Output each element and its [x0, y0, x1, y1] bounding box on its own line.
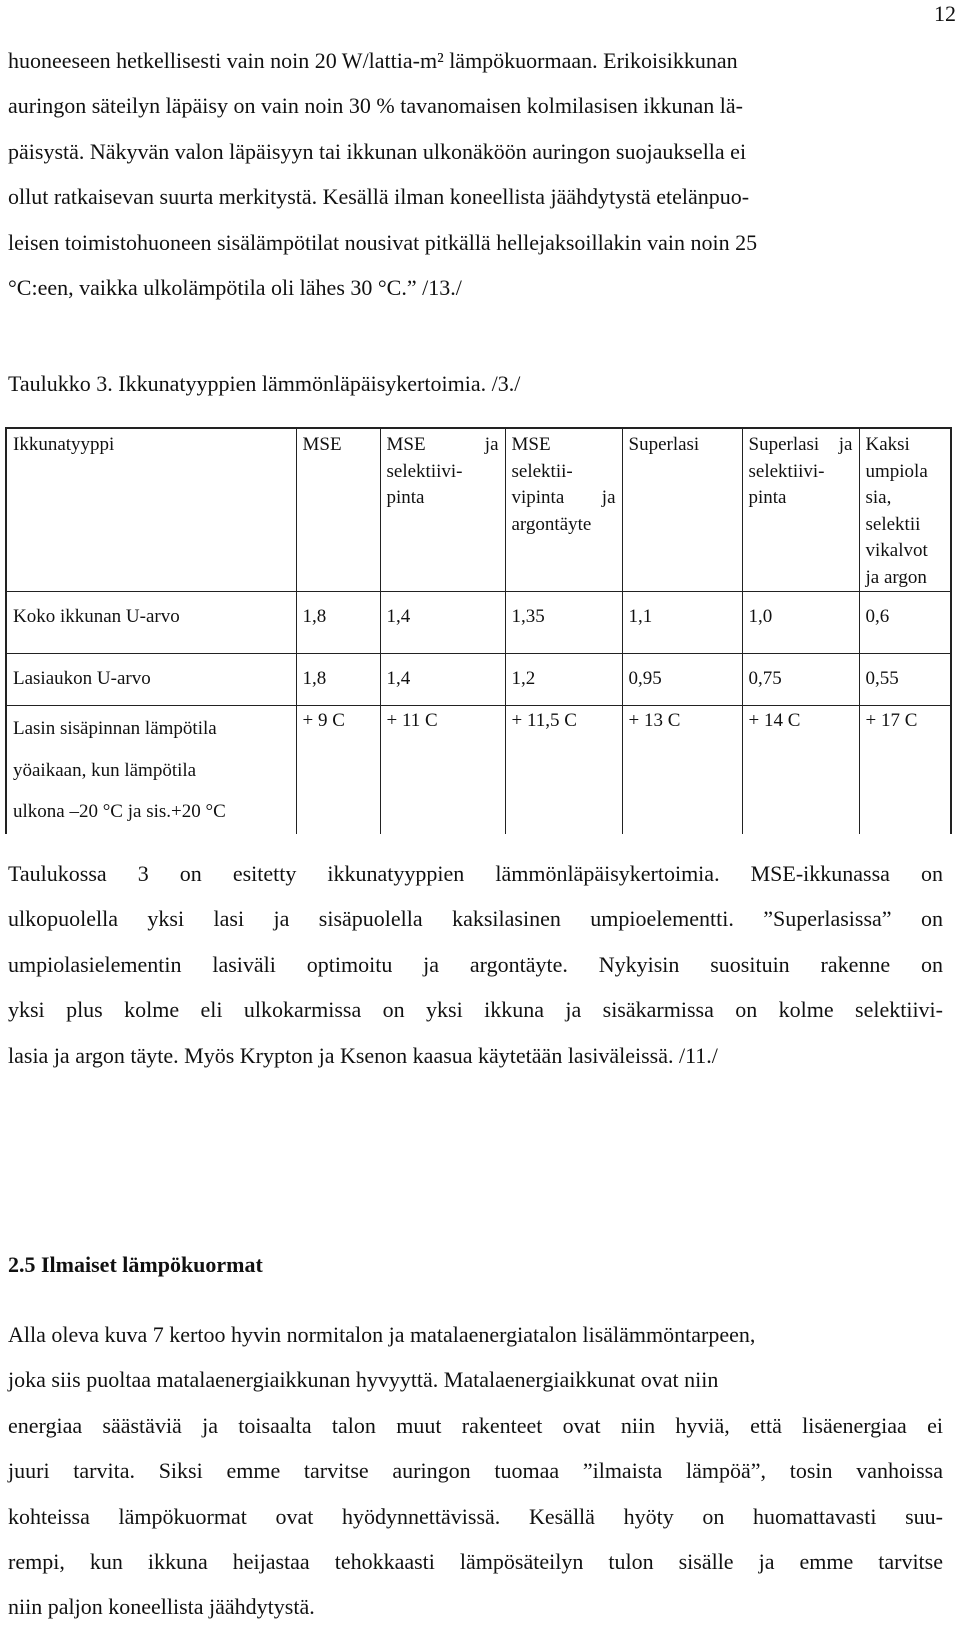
text-line: joka siis puoltaa matalaenergiaikkunan hyvyyttä. Matalaenergiaikkunat ovat niin	[8, 1367, 719, 1393]
table-header-cell: Kaksi umpiola sia, selektii vikalvot ja argon	[859, 428, 951, 592]
paragraph-table-explanation	[8, 851, 943, 1078]
text-line: lasia ja argon täyte. Myös Krypton ja Ksenon kaasua käytetään lasiväleissä. /11./	[8, 1042, 718, 1068]
table-cell: 0,95	[622, 654, 742, 706]
table-cell: 1,1	[622, 592, 742, 654]
text-line: umpiolasielementin lasiväli optimoitu ja argontäyte. Nykyisin suosituin rakenne on	[8, 951, 943, 977]
text-line: ulkopuolella yksi lasi ja sisäpuolella kaksilasinen umpioelementti. ”Superlasissa” on	[8, 906, 943, 932]
table-cell: 1,4	[380, 592, 505, 654]
text-line: ollut ratkaisevan suurta merkitystä. Kesällä ilman koneellista jäähdytystä etelänpuo-	[8, 184, 750, 210]
paragraph-intro	[8, 38, 943, 310]
table-cell: + 13 C	[622, 706, 742, 834]
paragraph-free-heat-loads	[8, 1312, 943, 1630]
table-cell: 1,2	[505, 654, 622, 706]
table-cell: 1,8	[296, 592, 380, 654]
table-row-label-line: ulkona –20 °C ja sis.+20 °C	[13, 801, 226, 822]
table-header-row	[6, 428, 951, 592]
table-header-cell: MSE ja selektiivi-pinta	[380, 428, 505, 592]
table-row	[6, 654, 951, 706]
table-cell: + 11,5 C	[505, 706, 622, 834]
table-row	[6, 592, 951, 654]
table-cell: + 14 C	[742, 706, 859, 834]
text-line: energiaa säästäviä ja toisaalta talon muut rakenteet ovat niin hyviä, että lisäenergiaa ei	[8, 1412, 943, 1438]
text-line: päisystä. Näkyvän valon läpäisyyn tai ikkunan ulkonäköön auringon suojauksella ei	[8, 138, 747, 164]
table-header-cell: MSE selektii-vipinta ja argontäyte	[505, 428, 622, 592]
table-cell: 0,75	[742, 654, 859, 706]
text-line: °C:een, vaikka ulkolämpötila oli lähes 30 °C.” /13./	[8, 275, 462, 301]
table-caption: Taulukko 3. Ikkunatyyppien lämmönläpäisykertoimia. /3./	[8, 371, 521, 396]
table-row	[6, 706, 951, 834]
table-header-cell: Ikkunatyyppi	[6, 428, 296, 592]
text-line: Taulukossa 3 on esitetty ikkunatyyppien lämmönläpäisykertoimia. MSE-ikkunassa on	[8, 861, 943, 886]
table-cell: 0,55	[859, 654, 951, 706]
text-line: Alla oleva kuva 7 kertoo hyvin normitalon ja matalaenergiatalon lisälämmöntarpeen,	[8, 1322, 756, 1347]
page-number: 12	[934, 1, 956, 26]
table-row-label-line: yöaikaan, kun lämpötila	[13, 759, 197, 781]
table-cell: 1,0	[742, 592, 859, 654]
table-row-label	[6, 706, 296, 834]
text-line: niin paljon koneellista jäähdytystä.	[8, 1594, 315, 1620]
text-line: yksi plus kolme eli ulkokarmissa on yksi ikkuna ja sisäkarmissa on kolme selektiivi-	[8, 997, 943, 1023]
table-row-label-line: Lasin sisäpinnan lämpötila	[13, 718, 217, 739]
table-row-label: Lasiaukon U-arvo	[6, 654, 296, 706]
table-cell: + 17 C	[859, 706, 951, 834]
table-cell: + 11 C	[380, 706, 505, 834]
text-line: huoneeseen hetkellisesti vain noin 20 W/lattia-m² lämpökuormaan. Erikoisikkunan	[8, 48, 738, 73]
table-cell: 1,4	[380, 654, 505, 706]
text-line: kohteissa lämpökuormat ovat hyödynnettävissä. Kesällä hyöty on huomattavasti suu-	[8, 1503, 943, 1529]
text-line: leisen toimistohuoneen sisälämpötilat nousivat pitkällä hellejaksoillakin vain noin 25	[8, 229, 758, 255]
text-line: juuri tarvita. Siksi emme tarvitse auringon tuomaa ”ilmaista lämpöä”, tosin vanhoissa	[8, 1458, 943, 1484]
section-heading: 2.5 Ilmaiset lämpökuormat	[8, 1252, 263, 1277]
table-header-cell: MSE	[296, 428, 380, 592]
table-cell: 1,8	[296, 654, 380, 706]
text-line: auringon säteilyn läpäisy on vain noin 30 % tavanomaisen kolmilasisen ikkunan lä-	[8, 93, 744, 119]
text-line: rempi, kun ikkuna heijastaa tehokkaasti lämpösäteilyn tulon sisälle ja emme tarvitse	[8, 1549, 943, 1575]
window-types-table	[5, 427, 952, 834]
table-cell: 0,6	[859, 592, 951, 654]
table-cell: + 9 C	[296, 706, 380, 834]
table-row-label: Koko ikkunan U-arvo	[6, 592, 296, 654]
table-header-cell: Superlasi	[622, 428, 742, 592]
table-cell: 1,35	[505, 592, 622, 654]
table-header-cell: Superlasi ja selektiivi-pinta	[742, 428, 859, 592]
